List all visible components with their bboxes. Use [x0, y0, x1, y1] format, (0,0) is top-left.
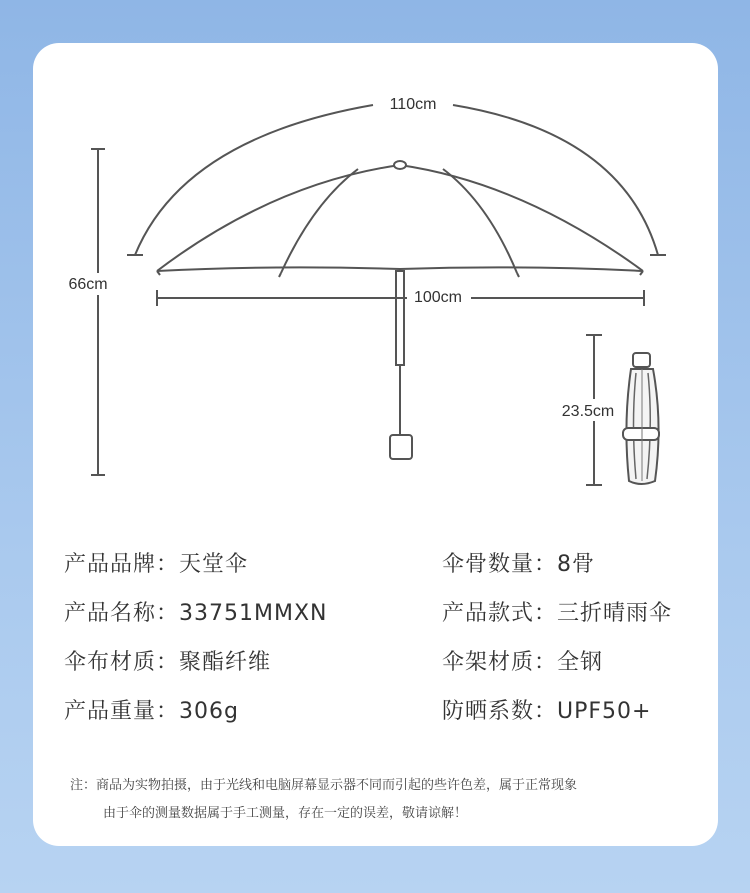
- umbrella-shaft: [396, 271, 404, 365]
- spec-product-name: 产品名称：33751MMXN: [64, 601, 328, 626]
- umbrella-handle: [390, 435, 412, 459]
- span-dimension-label: 100cm: [413, 289, 463, 306]
- spec-uv-rating: 防晒系数：UPF50+: [442, 699, 652, 724]
- height-dimension-label: 66cm: [68, 276, 108, 293]
- note-line-2: 由于伞的测量数据属于手工测量，存在一定的误差，敬请谅解！: [103, 806, 468, 821]
- spec-style: 产品款式：三折晴雨伞: [442, 601, 673, 626]
- arc-dimension-line: [135, 105, 373, 255]
- disclaimer-note: [70, 772, 577, 828]
- spec-fabric: 伞布材质：聚酯纤维: [64, 650, 272, 675]
- arc-dimension-label: 110cm: [389, 96, 437, 113]
- umbrella-canopy: [157, 165, 643, 271]
- spec-rib-count: 伞骨数量：8骨: [442, 552, 596, 577]
- spec-weight: 产品重量：306g: [64, 699, 239, 724]
- umbrella-diagram: [33, 43, 718, 513]
- folded-dimension-label: 23.5cm: [561, 403, 615, 420]
- arc-dimension-line-right: [453, 105, 658, 255]
- spec-brand: 产品品牌：天堂伞: [64, 552, 249, 577]
- product-card: [33, 43, 718, 846]
- note-line-1: 注：商品为实物拍摄，由于光线和电脑屏幕显示器不同而引起的些许色差，属于正常现象: [70, 778, 578, 793]
- spec-frame: 伞架材质：全钢: [442, 650, 604, 675]
- folded-umbrella: [623, 353, 659, 484]
